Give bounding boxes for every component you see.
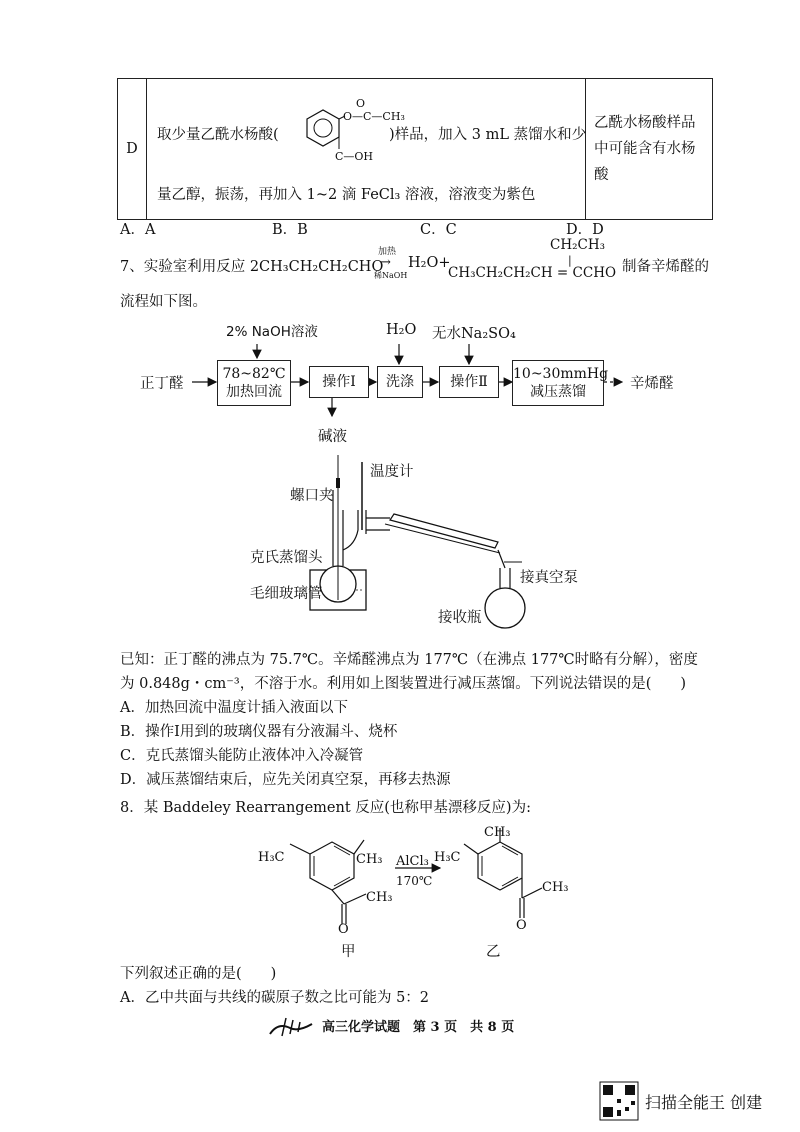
- q7-option-c: C．克氏蒸馏头能防止液体冲入冷凝管: [120, 748, 364, 764]
- ring-yi: [478, 842, 522, 890]
- condenser: [390, 514, 498, 548]
- conclusion-line2: 中可能含有水杨: [594, 141, 696, 157]
- flow-box2-label: 操作Ⅰ: [322, 374, 356, 390]
- jia-ch3-top: CH₃: [356, 852, 383, 867]
- label-receiver: 接收瓶: [438, 610, 482, 626]
- flow-box3: [377, 366, 423, 398]
- q7-cond-bottom: 稀NaOH: [374, 271, 408, 280]
- struct-oc-label: O—C—CH₃: [343, 110, 405, 123]
- flow-box1-line1: 78~82℃: [222, 366, 286, 382]
- procedure-line2: 量乙醇，振荡，再加入 1~2 滴 FeCl₃ 溶液，溶液变为紫色: [157, 187, 536, 203]
- choice-b: B．B: [272, 222, 308, 238]
- flow-end: 辛烯醛: [630, 376, 674, 392]
- arrow-reagent-bottom: 170℃: [396, 874, 433, 888]
- q7-known-line1: 已知：正丁醛的沸点为 75.7℃。辛烯醛沸点为 177℃（在沸点 177℃时略有分解），密度: [120, 652, 698, 668]
- label-yi: 乙: [486, 944, 501, 960]
- q7-known-line2: 为 0.848g・cm⁻³，不溶于水。利用如上图装置进行减压蒸馏。下列说法错误的是( ): [120, 676, 687, 692]
- procedure-cell: [147, 79, 586, 220]
- q7-option-b: B．操作Ⅰ用到的玻璃仪器有分液漏斗、烧杯: [120, 724, 398, 740]
- choice-d: D．D: [566, 222, 604, 238]
- flow-box5: [512, 360, 609, 406]
- q7-tail: 制备辛烯醛的: [622, 259, 709, 275]
- flow-box4-label: 操作Ⅱ: [450, 374, 488, 390]
- conclusion-line1: 乙酰水杨酸样品: [594, 115, 696, 131]
- choice-c: C．C: [420, 222, 457, 238]
- yi-h3c: H₃C: [434, 850, 461, 865]
- flow-box5-line2: 减压蒸馏: [530, 384, 586, 400]
- flow-box1-line2: 加热回流: [226, 384, 282, 400]
- q7-branch-bond: |: [568, 254, 572, 267]
- q7-line2: 流程如下图。: [120, 294, 207, 310]
- flow-box1: [217, 360, 291, 406]
- label-screw-clamp: 螺口夹: [290, 488, 334, 504]
- ring-jia: [310, 842, 354, 890]
- q7-option-d: D．减压蒸馏结束后，应先关闭真空泵，再移去热源: [120, 772, 451, 788]
- q7-arrow: →: [380, 255, 391, 270]
- procedure-pre: 取少量乙酰水杨酸(: [157, 127, 279, 143]
- flow-box2-out: 碱液: [318, 429, 347, 445]
- q8-option-a: A．乙中共面与共线的碳原子数之比可能为 5：2: [120, 990, 430, 1006]
- conclusion-line3: 酸: [594, 167, 609, 183]
- jia-h3c: H₃C: [258, 850, 285, 865]
- yi-ch3-top: CH₃: [484, 825, 511, 840]
- qr-code-icon: [600, 1082, 638, 1120]
- jia-o: O: [338, 922, 349, 937]
- row-label: D: [126, 141, 138, 157]
- receiver-flask: [485, 588, 525, 628]
- choice-a: A．A: [120, 222, 156, 238]
- label-capillary: 毛细玻璃管: [250, 586, 323, 602]
- struct-o-label: O: [356, 97, 366, 110]
- flow-box2: [309, 366, 369, 398]
- flow-box1-reagent: 2% NaOH溶液: [226, 324, 318, 340]
- q7-option-a: A．加热回流中温度计插入液面以下: [120, 700, 348, 716]
- watermark-text: 扫描全能王 创建: [645, 1093, 763, 1112]
- yi-o: O: [516, 918, 527, 933]
- acetylsalicylic-acid-structure: [285, 97, 405, 172]
- jia-ch3-acetyl: CH₃: [366, 890, 393, 905]
- label-claisen-head: 克氏蒸馏头: [250, 550, 323, 566]
- procedure-post: )样品，加入 3 mL 蒸馏水和少: [389, 127, 587, 143]
- label-vacuum: 接真空泵: [520, 570, 578, 586]
- q7-product1: H₂O+: [408, 255, 451, 271]
- row-label-cell: [118, 79, 147, 220]
- label-jia: 甲: [341, 944, 356, 960]
- option-d-table: [117, 78, 713, 220]
- q7-lead: 7、实验室利用反应 2CH₃CH₂CH₂CHO: [120, 259, 384, 275]
- conclusion-cell: [586, 79, 713, 220]
- flow-box5-line1: 10~30mmHg: [513, 366, 609, 382]
- q7-branch: CH₂CH₃: [550, 237, 606, 253]
- arrow-reagent-top: AlCl₃: [396, 854, 429, 869]
- page-footer: 高三化学试题 第 3 页 共 8 页: [322, 1020, 515, 1035]
- flow-box3-label: 洗涤: [386, 374, 414, 390]
- q8-stem: 8．某 Baddeley Rearrangement 反应(也称甲基漂移反应)为:: [120, 800, 531, 816]
- q8-question: 下列叙述正确的是( ): [120, 966, 277, 982]
- struct-coh-label: C—OH: [335, 150, 374, 163]
- flow-box3-reagent: H₂O: [386, 322, 417, 338]
- label-thermometer: 温度计: [370, 464, 414, 480]
- footer-logo-icon: [268, 1014, 314, 1040]
- baddeley-reaction-scheme: [250, 820, 580, 960]
- flow-box4: [439, 366, 499, 398]
- yi-ch3-acetyl: CH₃: [542, 880, 569, 895]
- flow-start: 正丁醛: [140, 376, 184, 392]
- flow-box4-reagent: 无水Na₂SO₄: [432, 326, 516, 342]
- q7-product2: CH₃CH₂CH₂CH = CCHO: [448, 265, 617, 281]
- q7-cond-top: 加热: [378, 247, 397, 257]
